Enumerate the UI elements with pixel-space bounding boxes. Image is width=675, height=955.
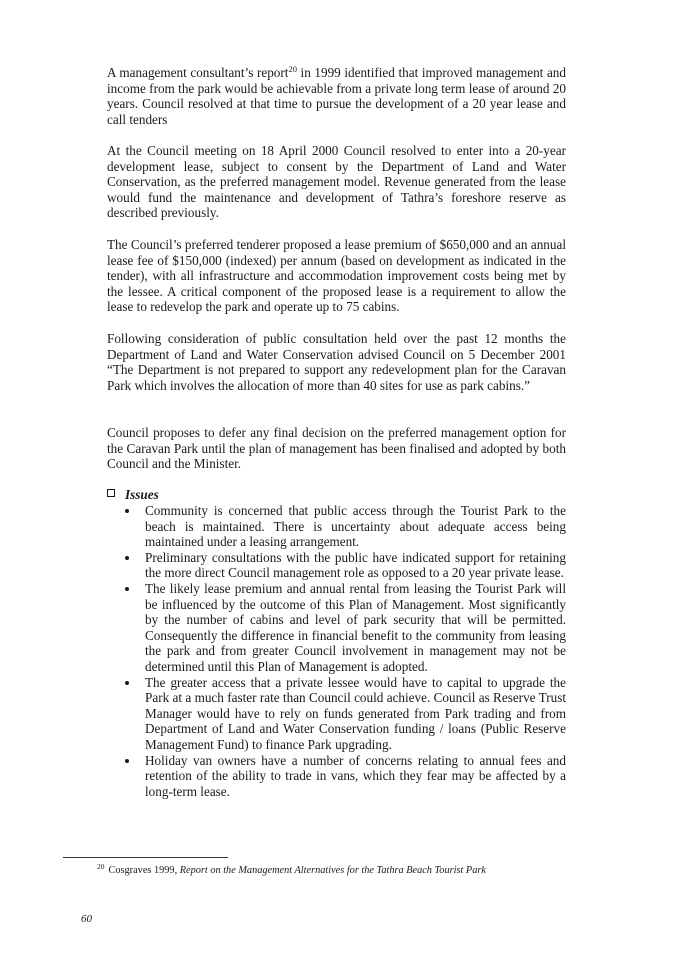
footnote: [97, 864, 486, 877]
paragraph-text: in 1999 identified that improved management and income from the park would be achievable from a private long term lease of around 20 years. Council resolved at that time to pursue the development of a 20 year lease and call tenders: [107, 65, 566, 127]
bullet-icon: [125, 556, 129, 560]
footnote-number: 20: [97, 862, 105, 871]
paragraph-defer-decision: Council proposes to defer any final decision on the preferred management option for the Caravan Park until the plan of management has been finalised and adopted by both Council and the Minister.: [107, 425, 566, 472]
list-item-text: Community is concerned that public access through the Tourist Park to the beach is maintained. There is uncertainty about adequate access being maintained under a leasing arrangement.: [145, 503, 566, 550]
issues-heading: [107, 487, 159, 503]
paragraph-council-meeting: At the Council meeting on 18 April 2000 Council resolved to enter into a 20-year development lease, subject to consent by the Department of Land and Water Conservation, as the preferred management model. Revenue generated from the lease would fund the maintenance and development of Tathra’s foreshore reserve as described previously.: [107, 143, 566, 221]
paragraph-public-consultation: Following consideration of public consultation held over the past 12 months the Department of Land and Water Conservation advised Council on 5 December 2001 “The Department is not prepared to support any redevelopment plan for the Caravan Park which involves the allocation of more than 40 sites for use as park cabins.”: [107, 331, 566, 393]
paragraph-preferred-tenderer: The Council’s preferred tenderer proposed a lease premium of $650,000 and an annual lease fee of $150,000 (indexed) per annum (based on development as indicated in the tender), with all infrastructure and accommodation improvement costs being met by the lessee. A critical component of the proposed lease is a requirement to allow the lease to redevelop the park and operate up to 75 cabins.: [107, 237, 566, 315]
list-item-text: The likely lease premium and annual rental from leasing the Tourist Park will be influenced by the outcome of this Plan of Management. Most significantly by the number of cabins and level of park security that will be permitted. Consequently the difference in financial benefit to the community from leasing the park and from greater Council involvement in management may not be determined until this Plan of Management is adopted.: [145, 580, 566, 674]
bullet-icon: [125, 509, 129, 513]
list-item: [145, 753, 566, 800]
footnote-divider: [63, 857, 228, 858]
issues-list: [145, 503, 566, 799]
list-item: [145, 550, 566, 581]
list-item-text: Holiday van owners have a number of concerns relating to annual fees and retention of the ability to trade in vans, which they fear may be affected by a long-term lease.: [145, 752, 566, 799]
checkbox-square-icon: [107, 489, 115, 497]
list-item: [145, 503, 566, 550]
list-item: [145, 581, 566, 675]
footnote-title: Report on the Management Alternatives for the Tathra Beach Tourist Park: [179, 865, 486, 876]
footnote-reference[interactable]: 20: [288, 64, 297, 74]
list-item-text: The greater access that a private lessee would have to capital to upgrade the Park at a much faster rate than Council could achieve. Council as Reserve Trust Manager would have to rely on funds generated from Park trading and from Department of Land and Water Conservation funding / loans (Public Reserve Management Fund) to finance Park upgrading.: [145, 674, 566, 752]
footnote-author: Cosgraves 1999,: [108, 865, 180, 876]
bullet-icon: [125, 681, 129, 685]
paragraph-text: A management consultant’s report: [107, 65, 289, 80]
bullet-icon: [125, 587, 129, 591]
paragraph-consultant-report: [107, 65, 566, 127]
bullet-icon: [125, 759, 129, 763]
issues-heading-text: Issues: [125, 487, 159, 502]
list-item: [145, 675, 566, 753]
list-item-text: Preliminary consultations with the public have indicated support for retaining the more direct Council management role as opposed to a 20 year private lease.: [145, 549, 566, 581]
page-number: 60: [81, 913, 92, 925]
